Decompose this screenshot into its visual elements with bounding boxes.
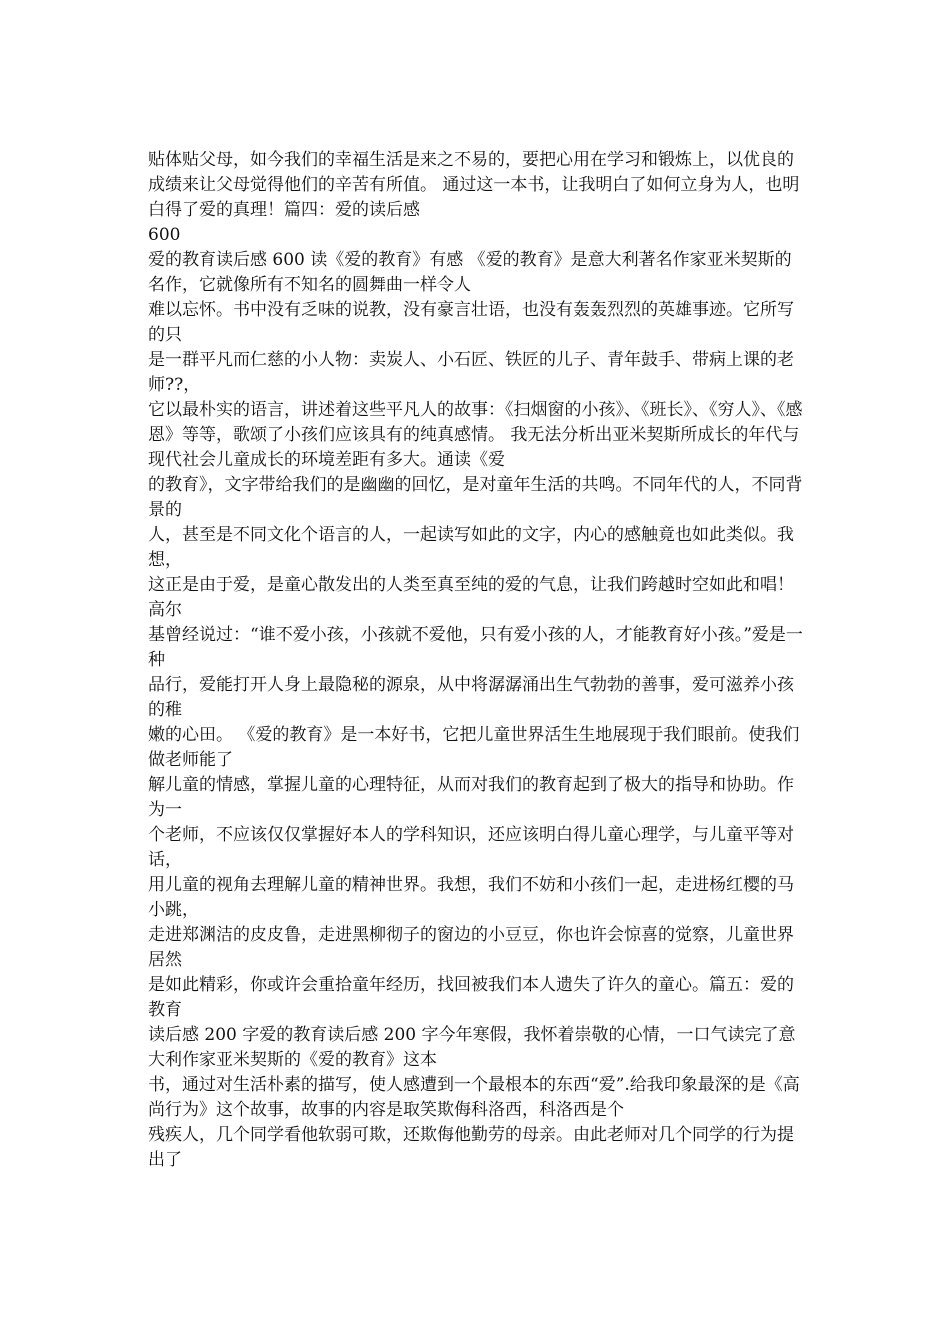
text-line: 用儿童的视角去理解儿童的精神世界。我想，我们不妨和小孩们一起，走进杨红樱的马小跳， — [148, 875, 794, 920]
text-line: 嫩的心田。 《爱的教育》是一本好书，它把儿童世界活生生地展现于我们眼前。使我们做老师能了 — [148, 725, 800, 770]
text-line: 残疾人，几个同学看他软弱可欺，还欺侮他勤劳的母亲。由此老师对几个同学的行为提出了 — [148, 1125, 794, 1170]
text-line: 个老师，不应该仅仅掌握好本人的学科知识，还应该明白得儿童心理学，与儿童平等对话， — [148, 825, 794, 870]
text-line: 成绩来让父母觉得他们的辛苦有所值。 通过这一本书，让我明白了如何立身为人，也明白得了爱的真理！篇四：爱的读后感 — [148, 175, 800, 220]
text-line: 贴体贴父母，如今我们的幸福生活是来之不易的，要把心用在学习和锻炼上，以优良的 — [148, 150, 794, 170]
text-line: 它以最朴实的语言，讲述着这些平凡人的故事：《扫烟窗的小孩》、《班长》、《穷人》、《感 — [148, 400, 803, 420]
text-line: 600 — [148, 225, 181, 245]
document-body — [148, 148, 808, 1173]
text-line: 这正是由于爱，是童心散发出的人类至真至纯的爱的气息，让我们跨越时空如此和唱！高尔 — [148, 575, 794, 620]
text-line: 人，甚至是不同文化个语言的人，一起读写如此的文字，内心的感触竟也如此类似。我想， — [148, 525, 794, 570]
text-line: 是如此精彩，你或许会重拾童年经历，找回被我们本人遗失了许久的童心。篇五：爱的教育 — [148, 975, 794, 1020]
text-line: 读后感 200 字爱的教育读后感 200 字今年寒假，我怀着崇敬的心情，一口气读完了意大利作家亚米契斯的《爱的教育》这本 — [148, 1025, 796, 1070]
text-line: 解儿童的情感，掌握儿童的心理特征，从而对我们的教育起到了极大的指导和协助。作为一 — [148, 775, 794, 820]
text-line: 难以忘怀。书中没有乏味的说教，没有豪言壮语，也没有轰轰烈烈的英雄事迹。它所写的只 — [148, 300, 794, 345]
text-line: 品行，爱能打开人身上最隐秘的源泉，从中将潺潺涌出生气勃勃的善事，爱可滋养小孩的稚 — [148, 675, 794, 720]
text-line: 走进郑渊洁的皮皮鲁，走进黑柳彻子的窗边的小豆豆，你也许会惊喜的觉察，儿童世界居然 — [148, 925, 794, 970]
text-line: 是一群平凡而仁慈的小人物：卖炭人、小石匠、铁匠的儿子、青年鼓手、带病上课的老师??， — [148, 350, 794, 395]
text-line: 书，通过对生活朴素的描写，使人感遭到一个最根本的东西“爱”.给我印象最深的是《高尚行为》这个故事，故事的内容是取笑欺侮科洛西，科洛西是个 — [148, 1075, 800, 1120]
text-line: 恩》等等，歌颂了小孩们应该具有的纯真感情。 我无法分析出亚米契斯所成长的年代与现代社会儿童成长的环境差距有多大。通读《爱 — [148, 425, 800, 470]
text-line: 爱的教育读后感 600 读《爱的教育》有感 《爱的教育》是意大利著名作家亚米契斯的名作，它就像所有不知名的圆舞曲一样令人 — [148, 250, 792, 295]
text-line: 基曾经说过：“谁不爱小孩，小孩就不爱他，只有爱小孩的人，才能教育好小孩。”爱是一种 — [148, 625, 803, 670]
text-line: 的教育》，文字带给我们的是幽幽的回忆，是对童年生活的共鸣。不同年代的人，不同背景的 — [148, 475, 803, 520]
